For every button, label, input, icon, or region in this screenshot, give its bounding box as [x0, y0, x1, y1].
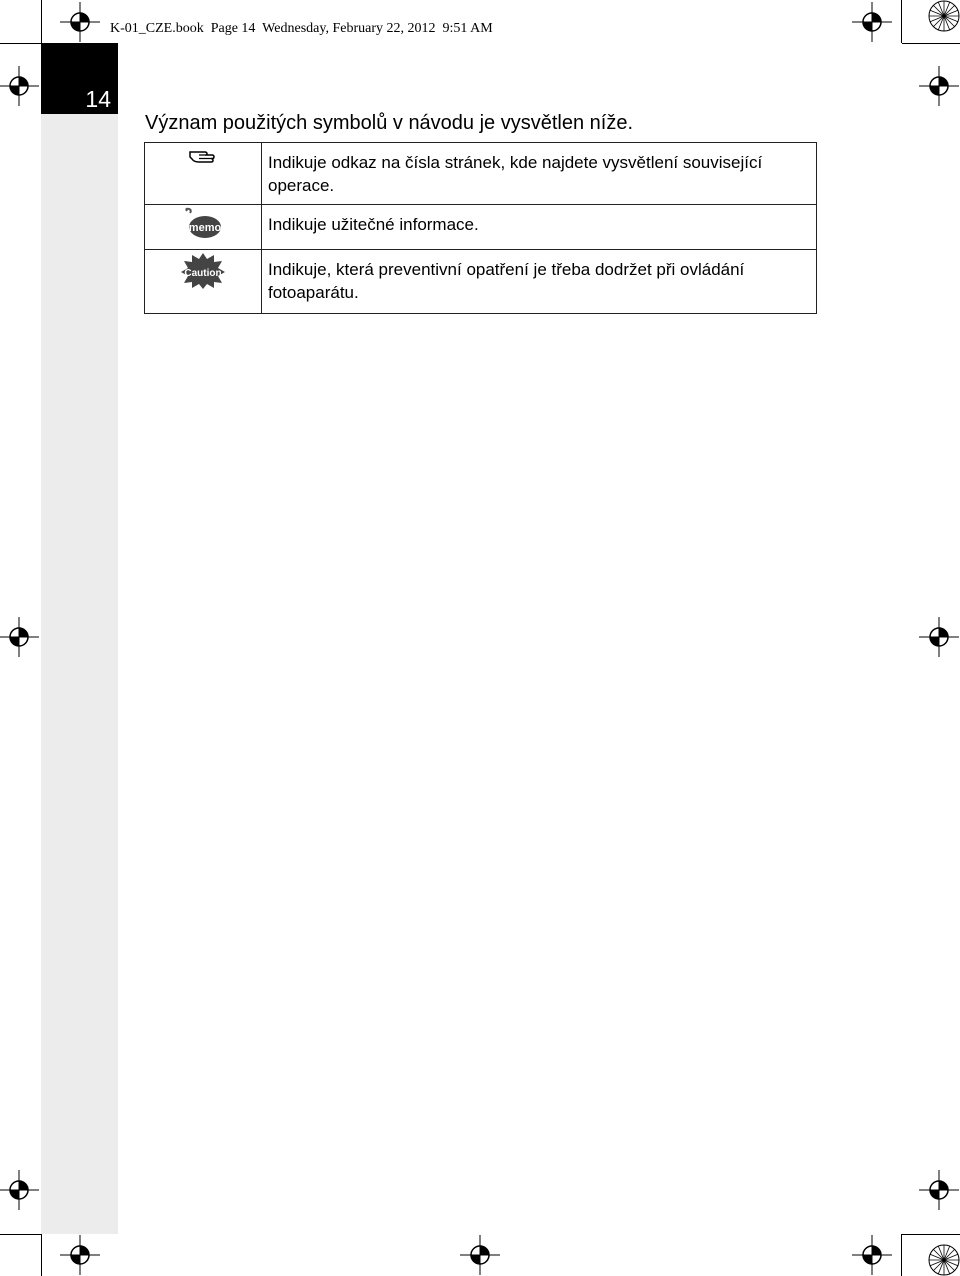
svg-text:Caution: Caution — [184, 268, 222, 279]
trim-line — [902, 43, 960, 44]
symbol-description: Indikuje užitečné informace. — [262, 205, 817, 250]
starburst-mark-icon — [928, 1244, 960, 1276]
trim-line — [41, 0, 42, 43]
caution-icon — [180, 252, 226, 290]
starburst-mark-icon — [928, 0, 960, 32]
page-title: Význam použitých symbolů v návodu je vysvětlen níže. — [145, 112, 634, 134]
trim-line — [902, 1234, 960, 1235]
table-row — [145, 205, 817, 250]
registration-mark-icon — [60, 1235, 100, 1275]
registration-mark-icon — [919, 66, 959, 106]
registration-mark-icon — [460, 1235, 500, 1275]
registration-mark-icon — [919, 1170, 959, 1210]
trim-line — [41, 1234, 42, 1276]
symbol-description: Indikuje odkaz na čísla stránek, kde najdete vysvětlení související operace. — [262, 143, 817, 205]
trim-line — [901, 0, 902, 43]
memo-icon — [183, 207, 223, 241]
registration-mark-icon — [0, 617, 39, 657]
registration-mark-icon — [0, 1170, 39, 1210]
registration-mark-icon — [0, 66, 39, 106]
trim-line — [0, 43, 41, 44]
trim-line — [901, 1234, 902, 1276]
svg-text:memo: memo — [188, 222, 222, 234]
registration-mark-icon — [60, 2, 100, 42]
table-row — [145, 143, 817, 205]
icon-cell — [145, 143, 262, 205]
registration-mark-icon — [852, 1235, 892, 1275]
page-number: 14 — [85, 86, 111, 112]
table-row — [145, 250, 817, 314]
icon-cell — [145, 250, 262, 314]
trim-line — [0, 1234, 41, 1235]
pointing-hand-icon — [188, 145, 218, 165]
side-strip — [41, 43, 118, 1234]
symbol-description: Indikuje, která preventivní opatření je třeba dodržet při ovládání fotoaparátu. — [262, 250, 817, 314]
registration-mark-icon — [852, 2, 892, 42]
icon-cell — [145, 205, 262, 250]
registration-mark-icon — [919, 617, 959, 657]
symbols-table — [144, 142, 817, 314]
print-header: K-01_CZE.book Page 14 Wednesday, February 22, 2012 9:51 AM — [110, 21, 493, 36]
